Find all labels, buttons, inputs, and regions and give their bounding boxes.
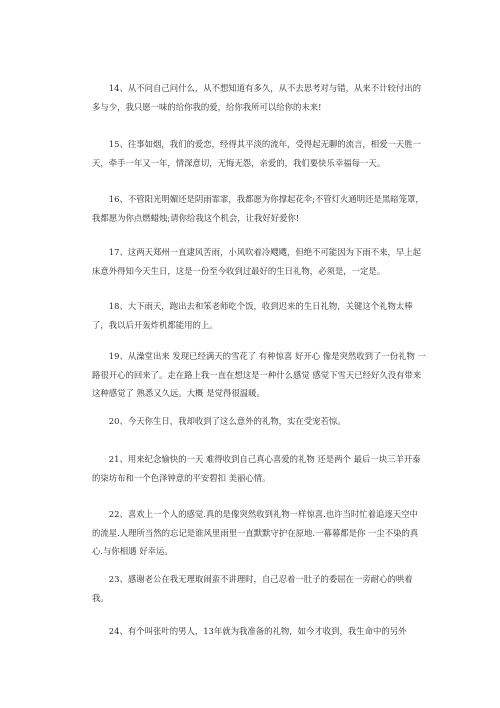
paragraph-18: 18、大下雨天，跑出去和笨老师吃个饭，收到迟来的生日礼物，关键这个礼物太棒了，我以后开轰炸机都能用的上。 — [92, 301, 413, 330]
paragraph-24: 24、有个叫张叶的男人，13年就为我准备的礼物，如今才收到，我生命中的另外 — [108, 626, 407, 636]
paragraph-16: 16、不管阳光明媚还是阴雨霏霏，我都愿为你撑起花伞;不管灯火通明还是黑暗笼罩，我都愿为你点燃蜡烛;请你给我这个机会，让我好好爱你! — [92, 194, 424, 223]
paragraph-15: 15、往事如烟，我们的爱恋，经得其平淡的流年，受得起无聊的流言，相爱一天胜一天，牵手一年又一年，情深意切，无悔无怨，亲爱的，我们要快乐幸福每一天。 — [92, 139, 421, 168]
paragraph-21: 21、用来纪念愉快的一天 难得收到自己真心喜爱的礼物 还是两个 最后一块三羊开泰的柒坊布和一个色泽钟意的平安碧扣 美丽心情。 — [92, 454, 421, 483]
paragraph-20: 20、今天你生日，我却收到了这么意外的礼物，实在受宠若惊。 — [108, 416, 346, 426]
paragraph-14: 14、从不问自己问什么，从不想知道有多久，从不去思考对与错，从来不计较付出的多与少，我只愿一味的给你我的爱，给你我所可以给你的未来! — [92, 83, 421, 112]
paragraph-19: 19、从澡堂出来 发现已经满天的雪花了 有种惊喜 好开心 像是突然收到了一份礼物 一路很开心的回来了。走在路上我一直在想这是一种什么感觉 感觉下雪天已经好久没有带来这种感觉了 熟悉又久远。大概 是觉得很温暖。 — [92, 351, 426, 398]
paragraph-17: 17、这两天郑州一直逮风苦雨，小风吹着冷飕飕，但绝不可能因为下雨不来，早上起床意外得知今天生日，这是一份至今收到过最好的生日礼物，必须是，一定是。 — [92, 247, 421, 276]
paragraph-23: 23、感谢老公在我无理取闹蛮不讲理时，自己忍着一肚子的委屈在一旁耐心的哄着我。 — [92, 574, 413, 603]
paragraph-22: 22、喜欢上一个人的感觉.真的是像突然收到礼物一样惊喜.也许当时忙着追逐天空中的流星.人理所当然的忘记是谁风里雨里一直默默守护在原地.一幕幕都是你 一尘不染的真心.与你相遇 好幸运。 — [92, 509, 419, 556]
